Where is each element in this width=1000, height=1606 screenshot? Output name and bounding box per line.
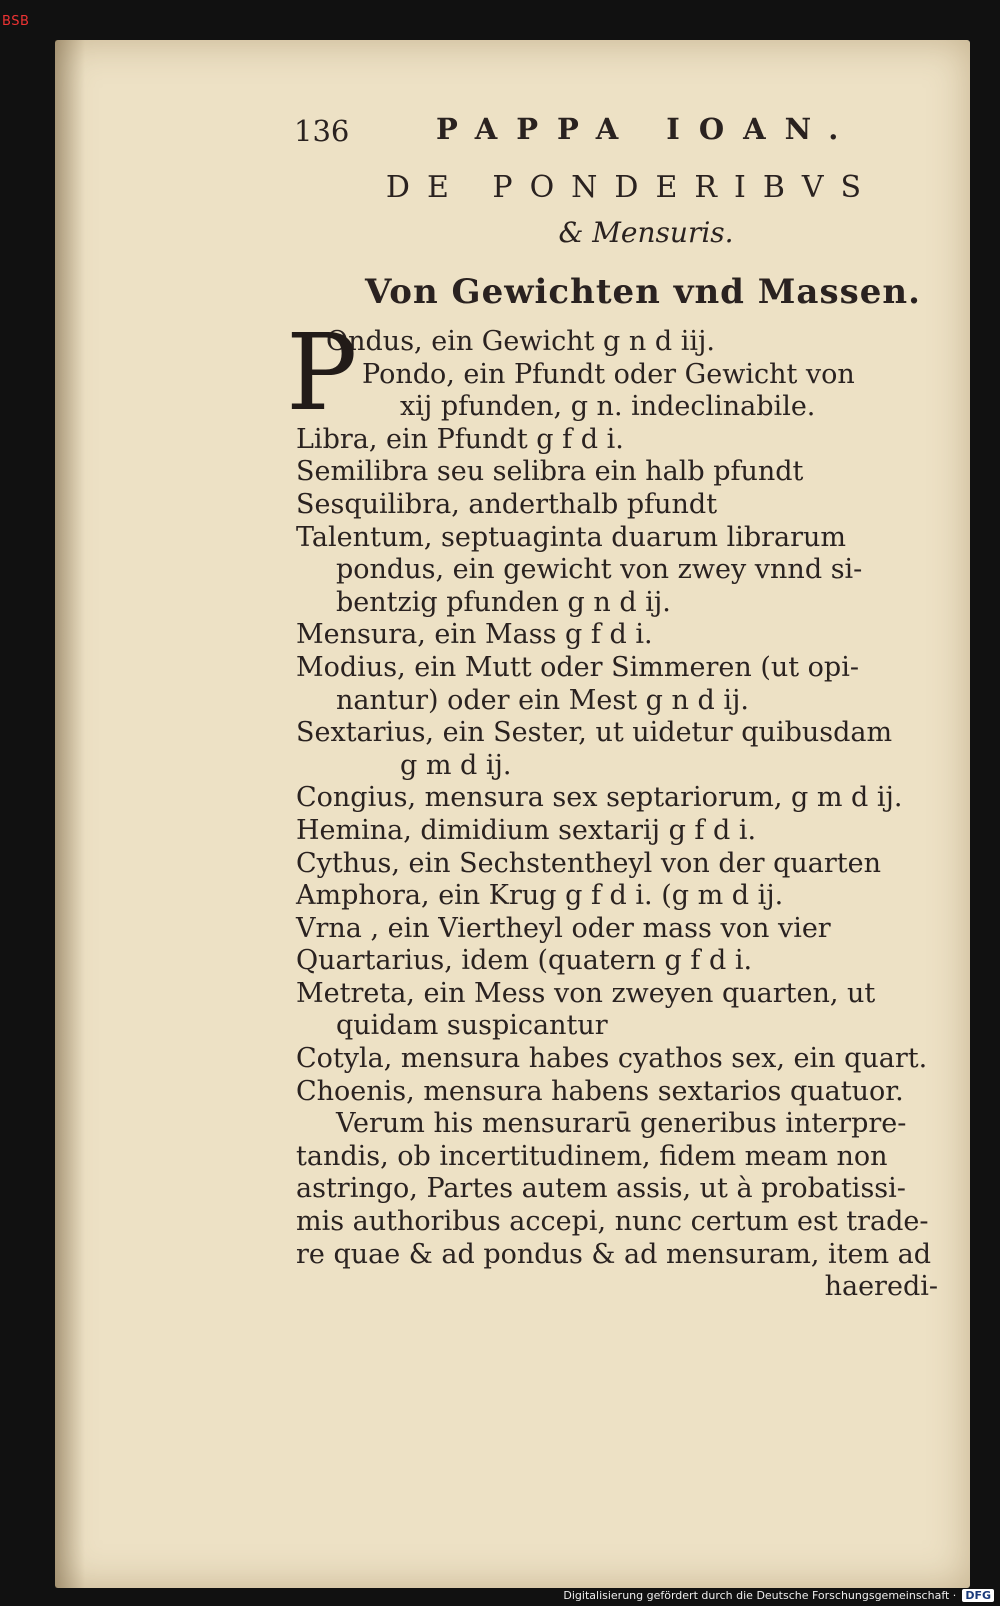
text-line: bentzig pfunden g n d ij.	[336, 586, 671, 618]
library-mark: BSB	[2, 14, 30, 29]
text-line: mis authoribus accepi, nunc certum est trade-	[296, 1206, 929, 1238]
text-line: g m d ij.	[400, 749, 512, 781]
text-line: Metreta, ein Mess von zweyen quarten, ut	[296, 977, 876, 1009]
text-line: Mensura, ein Mass g f d i.	[296, 619, 653, 651]
text-line: Semilibra seu selibra ein halb pfundt	[296, 456, 804, 488]
text-line: Pondo, ein Pfundt oder Gewicht von	[362, 358, 855, 390]
text-line: Cythus, ein Sechstentheyl von der quarten	[296, 847, 882, 879]
running-head	[296, 102, 956, 162]
text-line: Modius, ein Mutt oder Simmeren (ut opi-	[296, 651, 859, 683]
german-heading: Von Gewichten vnd Massen.	[365, 272, 921, 312]
text-line: Ondus, ein Gewicht g n d iij.	[326, 326, 715, 357]
text-line: astringo, Partes autem assis, ut à probatissi-	[296, 1173, 906, 1205]
text-line: Vrna , ein Viertheyl oder mass von vier	[296, 912, 831, 944]
text-line: xij pfunden, g n. indeclinabile.	[400, 391, 816, 423]
text-line: Quartarius, idem (quatern g f d i.	[296, 945, 753, 977]
dfg-logo: DFG	[962, 1589, 994, 1602]
text-line: tandis, ob incertitudinem, fidem meam non	[296, 1140, 888, 1172]
text-line: Congius, mensura sex septariorum, g m d ij.	[296, 782, 903, 814]
page-gutter-shadow	[55, 40, 85, 1588]
text-line: re quae & ad pondus & ad mensuram, item ad	[296, 1238, 932, 1270]
text-line: nantur) oder ein Mest g n d ij.	[336, 684, 749, 716]
text-line: Libra, ein Pfundt g f d i.	[296, 423, 624, 455]
text-line: Amphora, ein Krug g f d i. (g m d ij.	[296, 880, 784, 912]
text-line: Verum his mensurarū generibus interpre-	[336, 1108, 907, 1140]
text-line: Sextarius, ein Sester, ut uidetur quibusdam	[296, 717, 893, 749]
text-line: Cotyla, mensura habes cyathos sex, ein quart.	[296, 1043, 928, 1075]
running-title: PAPPA IOAN.	[436, 112, 858, 146]
drop-cap: P	[286, 311, 358, 434]
digitization-credit	[563, 1589, 994, 1602]
text-line: Choenis, mensura habens sextarios quatuor.	[296, 1075, 904, 1107]
section-subtitle: & Mensuris.	[558, 216, 734, 249]
text-line: quidam suspicantur	[336, 1010, 608, 1042]
page-text	[286, 102, 956, 1304]
text-line: Talentum, septuaginta duarum librarum	[296, 521, 847, 553]
text-line: Hemina, dimidium sextarij g f d i.	[296, 814, 757, 846]
catchword: haeredi-	[824, 1271, 938, 1303]
text-line: Sesquilibra, anderthalb pfundt	[296, 488, 718, 520]
section-title: DE PONDERIBVS	[385, 170, 879, 205]
text-line: pondus, ein gewicht von zwey vnnd si-	[336, 554, 863, 586]
credit-text: Digitalisierung gefördert durch die Deutsche Forschungsgemeinschaft ·	[563, 1589, 957, 1602]
page-number: 136	[294, 114, 350, 148]
